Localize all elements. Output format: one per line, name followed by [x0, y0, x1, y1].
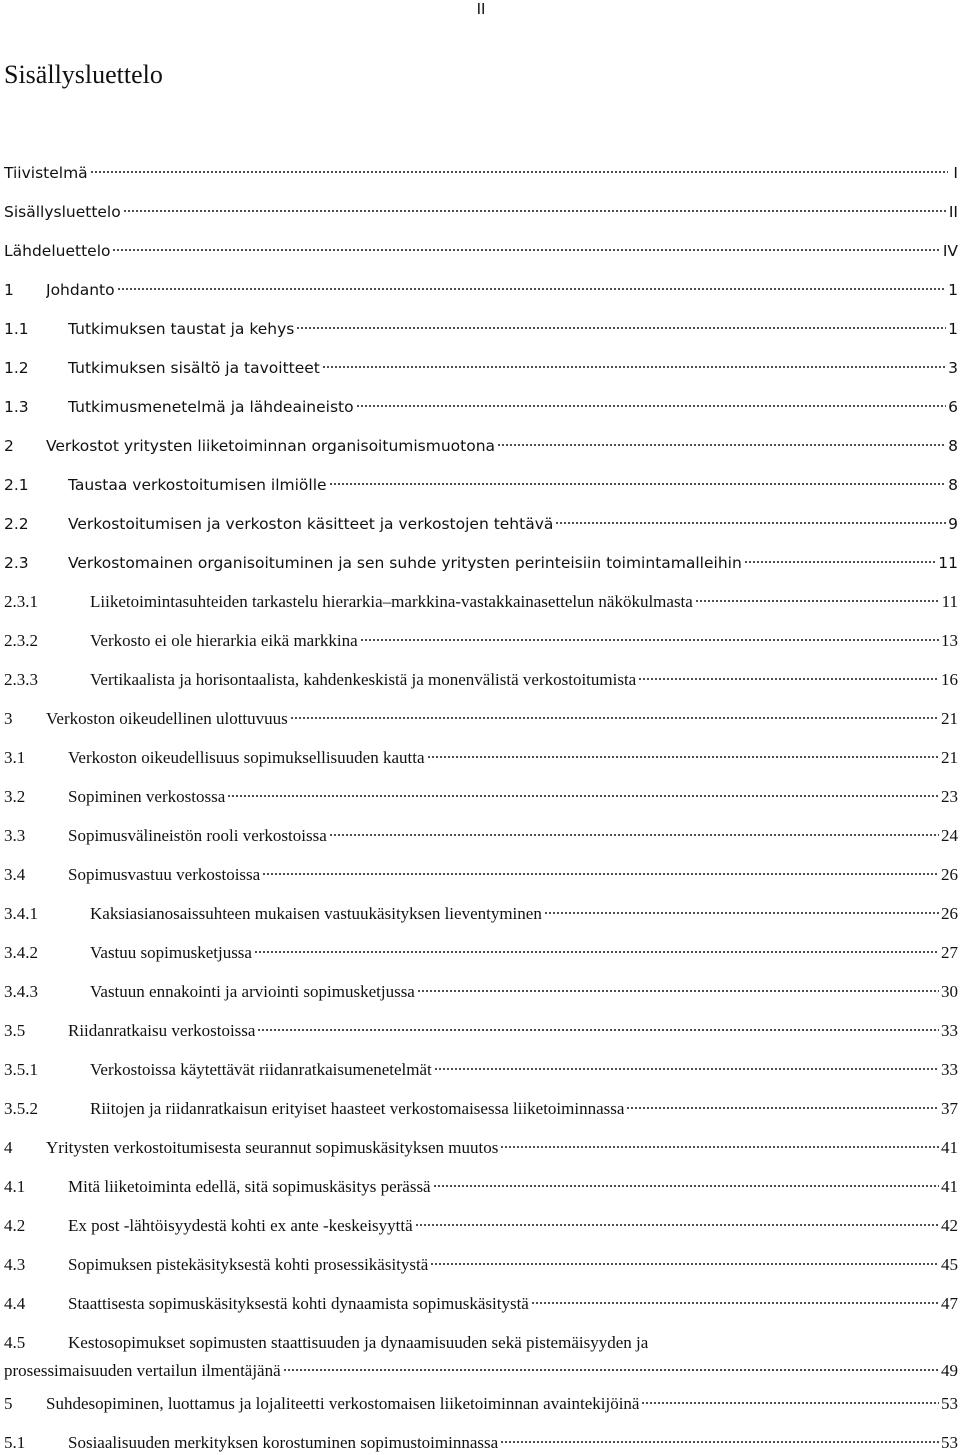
toc-entry-number: 2.3.2 [4, 631, 38, 650]
toc-entry-text: Ex post -lähtöisyydestä kohti ex ante -keskeisyyttä [68, 1216, 413, 1235]
toc-entry-page: 24 [941, 826, 958, 845]
toc-entry-number: 4.5 [4, 1333, 26, 1352]
toc-entry[interactable] [4, 785, 958, 809]
dot-leader [626, 1107, 939, 1109]
toc-title: Sisällysluettelo [4, 60, 163, 89]
toc-entry-page: 1 [948, 281, 958, 299]
toc-entry-number: 3 [4, 709, 13, 728]
toc-entry-number: 3.4.2 [4, 943, 38, 962]
toc-entry-page: 49 [941, 1361, 958, 1380]
toc-entry-page: 26 [941, 865, 958, 884]
toc-entry[interactable] [4, 200, 958, 224]
dot-leader [695, 600, 940, 602]
toc-entry-number: 4.2 [4, 1216, 26, 1235]
dot-leader [555, 522, 946, 524]
toc-entry-text: Riidanratkaisu verkostoissa [68, 1021, 256, 1040]
toc-entry-text: Vertikaalista ja horisontaalista, kahdenkeskistä ja monenvälistä verkostoitumista [90, 670, 637, 689]
toc-entry-text: Sopimusvastuu verkostoissa [68, 865, 261, 884]
toc-entry[interactable] [4, 668, 958, 692]
toc-entry[interactable] [4, 161, 958, 185]
toc-entry[interactable] [4, 317, 958, 341]
toc-entry[interactable] [4, 1136, 958, 1160]
toc-entry-number: 3.4.3 [4, 982, 38, 1001]
toc-entry-page: 53 [941, 1394, 958, 1413]
toc-entry-text: Kestosopimukset sopimusten staattisuuden ja dynaamisuuden sekä pistemäisyyden ja [68, 1333, 649, 1352]
toc-entry[interactable] [4, 980, 958, 1004]
toc-entry-page: 13 [941, 631, 958, 650]
toc-entry-text: Vastuun ennakointi ja arviointi sopimusketjussa [90, 982, 415, 1001]
dot-leader [415, 1224, 939, 1226]
toc-entry[interactable] [4, 902, 958, 926]
toc-entry[interactable] [4, 707, 958, 731]
toc-entry-page: 42 [941, 1216, 958, 1235]
toc-entry[interactable] [4, 1431, 958, 1455]
dot-leader [497, 444, 946, 446]
toc-entry-text: Kaksiasianosaissuhteen mukaisen vastuukäsityksen lieventyminen [90, 904, 542, 923]
toc-entry-page: 8 [948, 476, 958, 494]
toc-entry-text: Lähdeluettelo [4, 242, 111, 260]
toc-entry-number: 3.1 [4, 748, 26, 767]
toc-entry-text: Sopiminen verkostossa [68, 787, 226, 806]
toc-entry[interactable] [4, 395, 958, 419]
toc-entry-number: 3.5.1 [4, 1060, 38, 1079]
toc-entry-number: 4.1 [4, 1177, 26, 1196]
dot-leader [112, 249, 940, 251]
toc-entry-text: Sisällysluettelo [4, 203, 121, 221]
toc-entry-page: 45 [941, 1255, 958, 1274]
dot-leader [296, 327, 946, 329]
dot-leader [430, 1263, 939, 1265]
toc-entry-number: 3.4.1 [4, 904, 38, 923]
dot-leader [329, 834, 939, 836]
dot-leader [262, 873, 939, 875]
toc-entry-text: Taustaa verkostoitumisen ilmiölle [68, 476, 327, 494]
toc-entry[interactable] [4, 1392, 958, 1416]
dot-leader [290, 717, 939, 719]
dot-leader [744, 561, 936, 563]
toc-entry-text: Tutkimuksen taustat ja kehys [68, 320, 295, 338]
toc-entry-page: 33 [941, 1021, 958, 1040]
toc-entry-number: 2.3.1 [4, 592, 38, 611]
toc-entry-page: 6 [948, 398, 958, 416]
toc-entry-text: Verkostomainen organisoituminen ja sen suhde yritysten perinteisiin toimintamalleihin [68, 554, 742, 572]
toc-entry-page: 27 [941, 943, 958, 962]
dot-leader [322, 366, 946, 368]
toc-entry[interactable] [4, 824, 958, 848]
dot-leader [427, 756, 940, 758]
toc-entry-number: 2.2 [4, 515, 29, 533]
toc-entry-text: Riitojen ja riidanratkaisun erityiset haasteet verkostomaisessa liiketoiminnassa [90, 1099, 625, 1118]
dot-leader [434, 1068, 939, 1070]
toc-entry-page: IV [942, 242, 958, 260]
dot-leader [123, 210, 947, 212]
toc-entry-page: 23 [941, 787, 958, 806]
toc-entry-page: 53 [941, 1433, 958, 1452]
toc-entry-text: Staattisesta sopimuskäsityksestä kohti dynaamista sopimuskäsitystä [68, 1294, 529, 1313]
dot-leader [360, 639, 939, 641]
toc-entry-page: I [953, 164, 958, 182]
toc-entry-number: 3.4 [4, 865, 26, 884]
dot-leader [254, 951, 939, 953]
dot-leader [500, 1441, 939, 1443]
toc-entry-text: Verkostoissa käytettävät riidanratkaisumenetelmät [90, 1060, 432, 1079]
toc-entry-text: Mitä liiketoiminta edellä, sitä sopimuskäsitys perässä [68, 1177, 431, 1196]
toc-entry-text: prosessimaisuuden vertailun ilmentäjänä [4, 1361, 281, 1380]
toc-entry-page: 33 [941, 1060, 958, 1079]
toc-entry-text: Tiivistelmä [4, 164, 88, 182]
toc-entry[interactable] [4, 278, 958, 302]
toc-entry[interactable] [4, 239, 958, 263]
toc-entry-page: 8 [948, 437, 958, 455]
dot-leader [417, 990, 939, 992]
toc-entry[interactable] [4, 746, 958, 770]
dot-leader [638, 678, 939, 680]
toc-entry-page: 47 [941, 1294, 958, 1313]
toc-entry[interactable] [4, 1175, 958, 1199]
dot-leader [227, 795, 939, 797]
toc-entry-page: 26 [941, 904, 958, 923]
toc-entry-text: Suhdesopiminen, luottamus ja lojaliteetti verkostomaisen liiketoiminnan avaintekijöinä [46, 1394, 640, 1413]
dot-leader [283, 1369, 939, 1371]
toc-entry[interactable] [4, 941, 958, 965]
toc-entry-page: 21 [941, 748, 958, 767]
toc-entry-text: Liiketoimintasuhteiden tarkastelu hierarkia–markkina-vastakkainasettelun näkökulmasta [90, 592, 693, 611]
toc-entry-number: 3.5.2 [4, 1099, 38, 1118]
toc-entry[interactable] [4, 434, 958, 458]
toc-entry[interactable] [4, 1253, 958, 1277]
dot-leader [356, 405, 947, 407]
toc-entry-number: 3.3 [4, 826, 26, 845]
toc-entry-text: Sopimuksen pistekäsityksestä kohti prosessikäsitystä [68, 1255, 429, 1274]
toc-entry[interactable] [4, 1058, 958, 1082]
toc-entry[interactable] [4, 863, 958, 887]
toc-entry-number: 1.1 [4, 320, 29, 338]
toc-entry-page: 21 [941, 709, 958, 728]
toc-entry-text: Tutkimuksen sisältö ja tavoitteet [68, 359, 320, 377]
toc-entry-page: 11 [938, 554, 958, 572]
dot-leader [544, 912, 939, 914]
toc-entry-text: Verkostot yritysten liiketoiminnan organisoitumismuotona [46, 437, 496, 455]
toc-entry-number: 5 [4, 1394, 13, 1413]
toc-entry-page: 41 [941, 1138, 958, 1157]
toc-entry-text: Verkostoitumisen ja verkoston käsitteet ja verkostojen tehtävä [68, 515, 554, 533]
toc-entry-number: 3.2 [4, 787, 26, 806]
toc-entry-number: 2.3 [4, 554, 29, 572]
toc-entry[interactable] [4, 1214, 958, 1238]
toc-entry-page: II [948, 203, 958, 221]
dot-leader [641, 1402, 939, 1404]
toc-entry[interactable] [4, 590, 958, 614]
toc-entry-page: 30 [941, 982, 958, 1001]
toc-entry-page: 41 [941, 1177, 958, 1196]
toc-entry-page: 11 [941, 592, 958, 611]
toc-entry-page: 1 [948, 320, 958, 338]
toc-entry-number: 1.2 [4, 359, 29, 377]
dot-leader [90, 171, 948, 173]
toc-entry[interactable] [4, 551, 958, 575]
toc-entry-continuation[interactable] [4, 1359, 958, 1383]
dot-leader [117, 288, 947, 290]
toc-entry-text: Vastuu sopimusketjussa [90, 943, 252, 962]
toc-entry-number: 4 [4, 1138, 13, 1157]
toc-entry[interactable] [4, 512, 958, 536]
toc-entry-text: Yritysten verkostoitumisesta seurannut sopimuskäsityksen muutos [46, 1138, 499, 1157]
toc-entry-text: Sopimusvälineistön rooli verkostoissa [68, 826, 327, 845]
dot-leader [531, 1302, 939, 1304]
toc-entry-number: 5.1 [4, 1433, 26, 1452]
toc-entry[interactable] [4, 1331, 958, 1355]
page-number: II [476, 0, 486, 18]
toc-entry-number: 2.3.3 [4, 670, 38, 689]
toc-entry-number: 3.5 [4, 1021, 26, 1040]
toc-entry-number: 4.3 [4, 1255, 26, 1274]
toc-entry-number: 2 [4, 437, 14, 455]
toc-entry[interactable] [4, 629, 958, 653]
toc-entry-number: 1 [4, 281, 14, 299]
dot-leader [433, 1185, 939, 1187]
toc-entry[interactable] [4, 1019, 958, 1043]
toc-entry-page: 9 [948, 515, 958, 533]
toc-entry-text: Verkoston oikeudellisuus sopimuksellisuuden kautta [68, 748, 425, 767]
toc-entry-text: Verkosto ei ole hierarkia eikä markkina [90, 631, 358, 650]
toc-entry[interactable] [4, 473, 958, 497]
toc-entry-number: 1.3 [4, 398, 29, 416]
toc-entry-text: Verkoston oikeudellinen ulottuvuus [46, 709, 288, 728]
toc-entry-number: 4.4 [4, 1294, 26, 1313]
toc-entry-text: Johdanto [46, 281, 115, 299]
toc-entry-page: 16 [941, 670, 958, 689]
toc-entry-page: 37 [941, 1099, 958, 1118]
dot-leader [500, 1146, 939, 1148]
toc-entry-text: Tutkimusmenetelmä ja lähdeaineisto [68, 398, 354, 416]
toc-entry-text: Sosiaalisuuden merkityksen korostuminen sopimustoiminnassa [68, 1433, 499, 1452]
toc-entry-page: 3 [948, 359, 958, 377]
dot-leader [257, 1029, 939, 1031]
toc-entry[interactable] [4, 1292, 958, 1316]
dot-leader [329, 483, 947, 485]
toc-entry-number: 2.1 [4, 476, 29, 494]
toc-entry[interactable] [4, 356, 958, 380]
toc-entry[interactable] [4, 1097, 958, 1121]
